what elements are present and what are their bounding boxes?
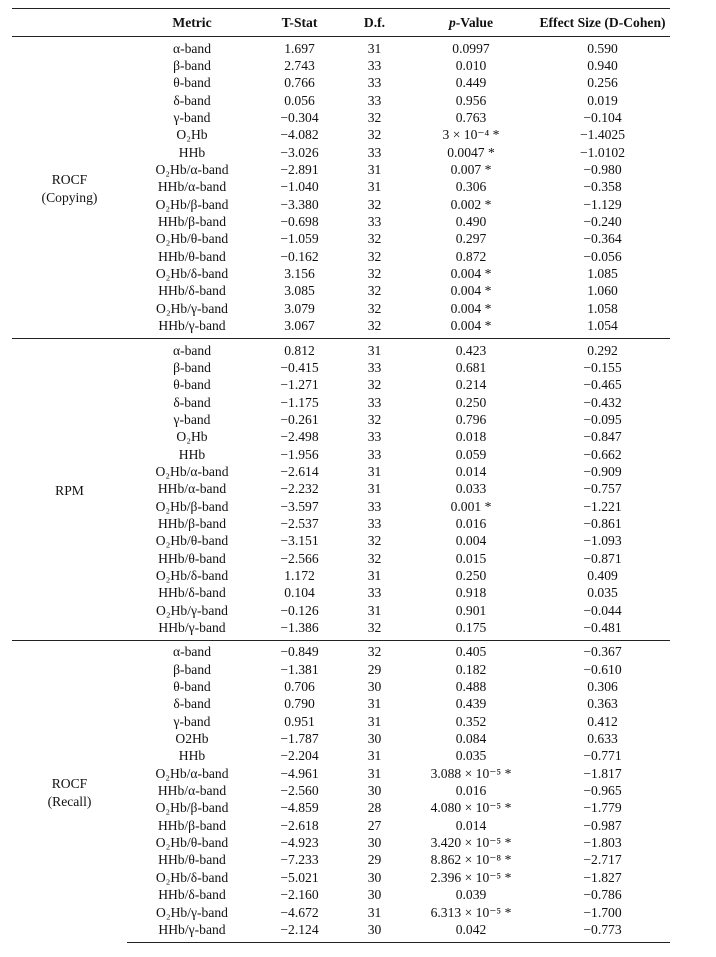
tstat-cell: 1.172 <box>284 567 315 583</box>
metric-cell: θ-band <box>173 75 211 91</box>
df-cell: 30 <box>342 921 407 942</box>
header-effect-size: Effect Size (D-Cohen) <box>535 9 670 37</box>
metric-cell: β-band <box>173 58 211 74</box>
effect-size-cell: −1.803 <box>583 835 622 851</box>
statistics-table <box>12 8 670 943</box>
metric-cell: O₂Hb <box>176 127 208 143</box>
metric-cell: γ-band <box>173 411 211 427</box>
df-cell: 32 <box>367 411 382 427</box>
df-cell: 29 <box>367 852 382 868</box>
df-cell: 33 <box>367 515 382 531</box>
pvalue-cell: 0.014 <box>455 817 487 833</box>
header-metric: Metric <box>127 9 257 37</box>
metric-cell: HHb/β-band <box>157 817 227 833</box>
effect-size-cell: −1.827 <box>583 869 622 885</box>
pvalue-cell: 0.004 * <box>450 318 492 334</box>
metric-cell: O2Hb <box>175 731 209 747</box>
tstat-cell: 1.697 <box>284 40 315 56</box>
df-cell: 32 <box>367 620 382 636</box>
tstat-cell: −3.026 <box>280 144 319 160</box>
df-cell: 32 <box>367 550 382 566</box>
pvalue-cell: 0.214 <box>455 377 487 393</box>
tstat-cell: 0.056 <box>284 92 315 108</box>
pvalue-cell: 0.182 <box>455 661 487 677</box>
metric-cell: HHb/β-band <box>157 515 227 531</box>
table-row <box>12 37 670 58</box>
df-cell: 27 <box>367 817 382 833</box>
df-cell: 32 <box>367 377 382 393</box>
tstat-cell: −1.381 <box>280 661 319 677</box>
table-row <box>12 640 670 661</box>
effect-size-cell: −0.056 <box>583 248 622 264</box>
effect-size-cell: 0.306 <box>587 679 618 695</box>
effect-size-cell: 1.085 <box>587 266 618 282</box>
metric-cell: HHb <box>178 144 206 160</box>
metric-cell: HHb/α-band <box>157 179 227 195</box>
df-cell: 32 <box>367 231 382 247</box>
metric-cell: θ-band <box>173 377 211 393</box>
effect-size-cell: −1.700 <box>583 904 622 920</box>
tstat-cell: −1.956 <box>280 446 319 462</box>
metric-cell: HHb/β-band <box>157 214 227 230</box>
df-cell: 33 <box>367 58 382 74</box>
df-cell: 32 <box>367 196 382 212</box>
tstat-cell: 3.079 <box>284 300 315 316</box>
tstat-cell: −1.059 <box>280 231 319 247</box>
effect-size-cell: −0.786 <box>583 887 622 903</box>
metric-cell: O₂Hb/γ-band <box>156 904 228 920</box>
metric-cell: HHb/γ-band <box>158 620 226 636</box>
tstat-cell: −1.040 <box>280 179 319 195</box>
metric-cell: HHb/γ-band <box>127 921 257 942</box>
metric-cell: δ-band <box>173 696 211 712</box>
effect-size-cell: −0.861 <box>583 515 622 531</box>
tstat-cell: −2.566 <box>280 550 319 566</box>
effect-size-cell: −1.0102 <box>579 144 626 160</box>
pvalue-cell: 0.004 * <box>450 266 492 282</box>
df-cell: 33 <box>367 429 382 445</box>
metric-cell: O₂Hb/δ-band <box>155 266 229 282</box>
tstat-cell: −1.175 <box>280 394 319 410</box>
tstat-cell: −2.891 <box>280 162 319 178</box>
df-cell: 33 <box>367 585 382 601</box>
tstat-cell: −7.233 <box>280 852 319 868</box>
group-label-line2: (Copying) <box>41 189 98 205</box>
effect-size-cell: 1.054 <box>587 318 618 334</box>
effect-size-cell: −1.4025 <box>579 127 626 143</box>
df-cell: 31 <box>367 904 382 920</box>
pvalue-cell: 0.0047 * <box>447 144 495 160</box>
df-cell: 33 <box>367 92 382 108</box>
tstat-cell: −4.961 <box>280 765 319 781</box>
df-cell: 32 <box>367 110 382 126</box>
tstat-cell: −5.021 <box>280 869 319 885</box>
tstat-cell: 3.085 <box>284 283 315 299</box>
pvalue-cell: 0.352 <box>455 713 487 729</box>
header-pvalue-p: p <box>448 14 456 30</box>
tstat-cell: −0.162 <box>280 248 319 264</box>
pvalue-cell: 0.405 <box>407 640 535 661</box>
df-cell: 32 <box>367 266 382 282</box>
header-tstat: T-Stat <box>257 9 342 37</box>
metric-cell: O₂Hb/θ-band <box>155 835 229 851</box>
pvalue-cell: 6.313 × 10⁻⁵ * <box>430 904 512 920</box>
pvalue-cell: 4.080 × 10⁻⁵ * <box>430 800 512 816</box>
group-label <box>12 338 127 640</box>
metric-cell: O₂Hb/γ-band <box>156 300 228 316</box>
df-cell: 32 <box>367 318 382 334</box>
df-cell: 30 <box>367 835 382 851</box>
tstat-cell: −1.787 <box>280 731 319 747</box>
effect-size-cell: 0.256 <box>587 75 618 91</box>
metric-cell: θ-band <box>173 679 211 695</box>
effect-size-cell: −0.367 <box>535 640 670 661</box>
header-row <box>12 9 670 37</box>
effect-size-cell: −0.871 <box>583 550 622 566</box>
metric-cell: O₂Hb <box>176 429 208 445</box>
group-label-line2: (Recall) <box>47 793 92 809</box>
metric-cell: O₂Hb/β-band <box>155 498 229 514</box>
df-cell: 31 <box>367 162 382 178</box>
tstat-cell: −2.560 <box>280 783 319 799</box>
df-cell: 30 <box>367 679 382 695</box>
header-pvalue-rest: -Value <box>455 14 494 30</box>
pvalue-cell: 0.872 <box>455 248 487 264</box>
group-label <box>12 37 127 339</box>
df-cell: 33 <box>367 446 382 462</box>
df-cell: 30 <box>367 869 382 885</box>
metric-cell: O₂Hb/δ-band <box>155 869 229 885</box>
tstat-cell: 0.104 <box>284 585 315 601</box>
df-cell: 31 <box>367 567 382 583</box>
tstat-cell: −2.537 <box>280 515 319 531</box>
pvalue-cell: 2.396 × 10⁻⁵ * <box>430 869 512 885</box>
tstat-cell: −2.204 <box>280 748 319 764</box>
tstat-cell: 3.067 <box>284 318 315 334</box>
df-cell: 31 <box>367 179 382 195</box>
effect-size-cell: −0.909 <box>583 463 622 479</box>
effect-size-cell: 0.590 <box>587 40 618 56</box>
header-group <box>12 9 127 37</box>
group-label-line1: ROCF <box>51 775 88 791</box>
header-pvalue <box>407 9 535 37</box>
pvalue-cell: 0.014 <box>455 463 487 479</box>
pvalue-cell: 0.250 <box>455 567 487 583</box>
effect-size-cell: −0.364 <box>583 231 622 247</box>
tstat-cell: −1.271 <box>280 377 319 393</box>
tstat-cell: −4.859 <box>280 800 319 816</box>
metric-cell: HHb/α-band <box>157 481 227 497</box>
tstat-cell: 2.743 <box>284 58 315 74</box>
metric-cell: α-band <box>127 640 257 661</box>
effect-size-cell: −0.965 <box>583 783 622 799</box>
tstat-cell: 0.790 <box>284 696 315 712</box>
metric-cell: β-band <box>173 661 211 677</box>
df-cell: 33 <box>367 75 382 91</box>
df-cell: 31 <box>367 713 382 729</box>
effect-size-cell: −1.221 <box>583 498 622 514</box>
df-cell: 33 <box>367 359 382 375</box>
effect-size-cell: 0.633 <box>587 731 618 747</box>
metric-cell: HHb <box>178 446 206 462</box>
section-1 <box>12 338 670 640</box>
pvalue-cell: 0.042 <box>407 921 535 942</box>
pvalue-cell: 0.449 <box>455 75 487 91</box>
metric-cell: HHb/θ-band <box>158 550 226 566</box>
metric-cell: HHb/δ-band <box>158 283 226 299</box>
pvalue-cell: 0.918 <box>455 585 487 601</box>
pvalue-cell: 0.039 <box>455 887 487 903</box>
pvalue-cell: 0.084 <box>455 731 487 747</box>
effect-size-cell: −0.481 <box>583 620 622 636</box>
effect-size-cell: −2.717 <box>583 852 622 868</box>
df-cell: 31 <box>367 481 382 497</box>
effect-size-cell: 0.412 <box>587 713 618 729</box>
pvalue-cell: 0.490 <box>455 214 487 230</box>
effect-size-cell: −0.155 <box>583 359 622 375</box>
pvalue-cell: 0.001 * <box>450 498 492 514</box>
metric-cell: HHb/α-band <box>157 783 227 799</box>
df-cell: 28 <box>367 800 382 816</box>
effect-size-cell: −1.779 <box>583 800 622 816</box>
tstat-cell: −0.126 <box>280 602 319 618</box>
pvalue-cell: 0.901 <box>455 602 487 618</box>
metric-cell: δ-band <box>173 92 211 108</box>
metric-cell: β-band <box>173 359 211 375</box>
pvalue-cell: 0.306 <box>455 179 487 195</box>
pvalue-cell: 0.297 <box>455 231 487 247</box>
tstat-cell: −3.597 <box>280 498 319 514</box>
effect-size-cell: −0.104 <box>583 110 622 126</box>
df-cell: 31 <box>367 40 382 56</box>
effect-size-cell: −0.358 <box>583 179 622 195</box>
df-cell: 32 <box>367 283 382 299</box>
effect-size-cell: −0.771 <box>583 748 622 764</box>
tstat-cell: −0.849 <box>257 640 342 661</box>
pvalue-cell: 3.420 × 10⁻⁵ * <box>430 835 512 851</box>
tstat-cell: −4.923 <box>280 835 319 851</box>
metric-cell: δ-band <box>173 394 211 410</box>
metric-cell: O₂Hb/α-band <box>155 765 229 781</box>
effect-size-cell: −0.095 <box>583 411 622 427</box>
effect-size-cell: −0.432 <box>583 394 622 410</box>
tstat-cell: −3.151 <box>280 533 319 549</box>
tstat-cell: −3.380 <box>280 196 319 212</box>
df-cell: 30 <box>367 887 382 903</box>
pvalue-cell: 0.439 <box>455 696 487 712</box>
df-cell: 31 <box>367 463 382 479</box>
pvalue-cell: 0.010 <box>455 58 487 74</box>
pvalue-cell: 0.488 <box>455 679 487 695</box>
metric-cell: HHb/θ-band <box>158 852 226 868</box>
table-header <box>12 9 670 37</box>
metric-cell: O₂Hb/θ-band <box>155 231 229 247</box>
metric-cell: O₂Hb/α-band <box>155 162 229 178</box>
tstat-cell: −2.618 <box>280 817 319 833</box>
tstat-cell: −4.672 <box>280 904 319 920</box>
tstat-cell: 0.812 <box>257 338 342 359</box>
pvalue-cell: 0.763 <box>455 110 487 126</box>
effect-size-cell: −0.610 <box>583 661 622 677</box>
df-cell: 29 <box>367 661 382 677</box>
tstat-cell: −0.304 <box>280 110 319 126</box>
df-cell: 31 <box>367 765 382 781</box>
df-cell: 32 <box>367 127 382 143</box>
pvalue-cell: 3.088 × 10⁻⁵ * <box>430 765 512 781</box>
df-cell: 31 <box>367 748 382 764</box>
group-label-line1: ROCF <box>51 171 88 187</box>
effect-size-cell: −0.980 <box>583 162 622 178</box>
pvalue-cell: 0.035 <box>455 748 487 764</box>
metric-cell: γ-band <box>173 713 211 729</box>
metric-cell: HHb <box>178 748 206 764</box>
header-df: D.f. <box>342 9 407 37</box>
metric-cell: O₂Hb/β-band <box>155 196 229 212</box>
pvalue-cell: 0.250 <box>455 394 487 410</box>
pvalue-cell: 0.423 <box>407 338 535 359</box>
pvalue-cell: 0.007 * <box>450 162 492 178</box>
pvalue-cell: 0.016 <box>455 783 487 799</box>
effect-size-cell: 0.940 <box>587 58 618 74</box>
tstat-cell: −0.698 <box>280 214 319 230</box>
effect-size-cell: 0.292 <box>535 338 670 359</box>
effect-size-cell: −1.817 <box>583 765 622 781</box>
tstat-cell: −0.261 <box>280 411 319 427</box>
effect-size-cell: −0.044 <box>583 602 622 618</box>
section-0 <box>12 37 670 339</box>
metric-cell: γ-band <box>173 110 211 126</box>
df-cell: 31 <box>342 338 407 359</box>
tstat-cell: 0.706 <box>284 679 315 695</box>
pvalue-cell: 8.862 × 10⁻⁸ * <box>430 852 512 868</box>
tstat-cell: −2.614 <box>280 463 319 479</box>
effect-size-cell: 1.060 <box>587 283 618 299</box>
df-cell: 30 <box>367 783 382 799</box>
pvalue-cell: 0.004 * <box>450 283 492 299</box>
metric-cell: O₂Hb/δ-band <box>155 567 229 583</box>
pvalue-cell: 0.018 <box>455 429 487 445</box>
section-2 <box>12 640 670 942</box>
metric-cell: HHb/δ-band <box>158 585 226 601</box>
df-cell: 33 <box>367 394 382 410</box>
group-label <box>12 640 127 942</box>
metric-cell: O₂Hb/β-band <box>155 800 229 816</box>
effect-size-cell: −0.240 <box>583 214 622 230</box>
tstat-cell: −2.160 <box>280 887 319 903</box>
effect-size-cell: −0.773 <box>535 921 670 942</box>
effect-size-cell: −1.093 <box>583 533 622 549</box>
pvalue-cell: 0.681 <box>455 359 487 375</box>
tstat-cell: −2.232 <box>280 481 319 497</box>
group-label-line1: RPM <box>55 482 84 498</box>
pvalue-cell: 0.016 <box>455 515 487 531</box>
tstat-cell: −2.124 <box>257 921 342 942</box>
df-cell: 31 <box>367 602 382 618</box>
effect-size-cell: 0.409 <box>587 567 618 583</box>
metric-cell: O₂Hb/γ-band <box>156 602 228 618</box>
df-cell: 31 <box>367 696 382 712</box>
df-cell: 30 <box>367 731 382 747</box>
tstat-cell: 3.156 <box>284 266 315 282</box>
metric-cell: O₂Hb/θ-band <box>155 533 229 549</box>
effect-size-cell: −0.987 <box>583 817 622 833</box>
pvalue-cell: 0.033 <box>455 481 487 497</box>
pvalue-cell: 0.004 * <box>450 300 492 316</box>
effect-size-cell: 0.363 <box>587 696 618 712</box>
pvalue-cell: 0.796 <box>455 411 487 427</box>
tstat-cell: −1.386 <box>280 620 319 636</box>
df-cell: 33 <box>367 144 382 160</box>
tstat-cell: 0.766 <box>284 75 315 91</box>
tstat-cell: −4.082 <box>280 127 319 143</box>
effect-size-cell: 0.035 <box>587 585 618 601</box>
metric-cell: O₂Hb/α-band <box>155 463 229 479</box>
df-cell: 32 <box>367 533 382 549</box>
pvalue-cell: 0.015 <box>455 550 487 566</box>
effect-size-cell: 0.019 <box>587 92 618 108</box>
metric-cell: α-band <box>127 338 257 359</box>
effect-size-cell: −0.662 <box>583 446 622 462</box>
pvalue-cell: 0.059 <box>455 446 487 462</box>
metric-cell: HHb/θ-band <box>158 248 226 264</box>
metric-cell: HHb/δ-band <box>158 887 226 903</box>
effect-size-cell: −0.465 <box>583 377 622 393</box>
pvalue-cell: 0.175 <box>455 620 487 636</box>
df-cell: 33 <box>367 498 382 514</box>
effect-size-cell: −0.757 <box>583 481 622 497</box>
df-cell: 32 <box>367 300 382 316</box>
effect-size-cell: −0.847 <box>583 429 622 445</box>
pvalue-cell: 0.002 * <box>450 196 492 212</box>
pvalue-cell: 0.956 <box>455 92 487 108</box>
pvalue-cell: 0.0997 <box>452 40 490 56</box>
df-cell: 32 <box>342 640 407 661</box>
metric-cell: HHb/γ-band <box>158 318 226 334</box>
tstat-cell: −2.498 <box>280 429 319 445</box>
tstat-cell: 0.951 <box>284 713 315 729</box>
pvalue-cell: 3 × 10⁻⁴ * <box>442 127 500 143</box>
df-cell: 32 <box>367 248 382 264</box>
table-row <box>12 338 670 359</box>
df-cell: 33 <box>367 214 382 230</box>
tstat-cell: −0.415 <box>280 359 319 375</box>
metric-cell: α-band <box>172 40 212 56</box>
effect-size-cell: −1.129 <box>583 196 622 212</box>
pvalue-cell: 0.004 <box>455 533 487 549</box>
effect-size-cell: 1.058 <box>587 300 618 316</box>
